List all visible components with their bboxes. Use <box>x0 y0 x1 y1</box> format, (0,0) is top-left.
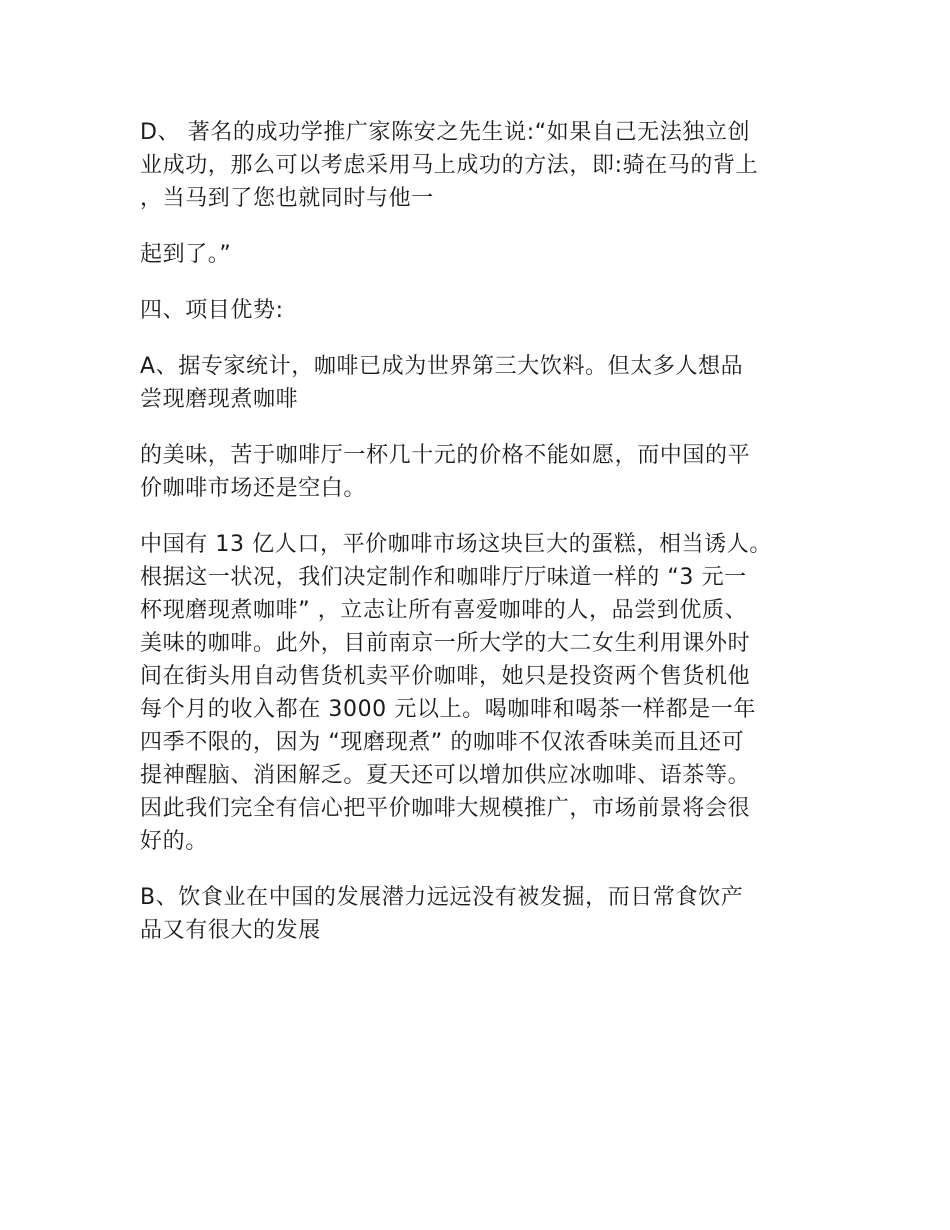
heading-text: 四、项目优势: <box>140 298 284 323</box>
paragraph-b <box>140 881 812 947</box>
text-line: A、据专家统计，咖啡已成为世界第三大饮料。但太多人想品 <box>140 354 744 379</box>
text-line: 间在街头用自动售货机卖平价咖啡，她只是投资两个售货机他 <box>140 664 751 689</box>
document-body <box>140 116 812 970</box>
text-line: 杯现磨现煮咖啡” ，立志让所有喜爱咖啡的人，品尝到优质、 <box>140 598 748 623</box>
text-line: 因此我们完全有信心把平价咖啡大规模推广，市场前景将会很 <box>140 796 751 821</box>
text-line: ，当马到了您也就同时与他一 <box>140 186 434 211</box>
text-line: 尝现磨现煮咖啡 <box>140 387 299 412</box>
text-line: 美味的咖啡。此外，目前南京一所大学的大二女生利用课外时 <box>140 631 751 656</box>
paragraph-d <box>140 116 812 215</box>
text-line: 价咖啡市场还是空白。 <box>140 476 367 501</box>
text-line: B、饮食业在中国的发展潜力远远没有被发掘，而日常食饮产 <box>140 885 744 910</box>
text-line: 的美味，苦于咖啡厅一杯几十元的价格不能如愿，而中国的平 <box>140 443 751 468</box>
text-line: 提神醒脑、消困解乏。夏天还可以增加供应冰咖啡、语茶等。 <box>140 763 751 788</box>
text-line: 好的。 <box>140 829 208 854</box>
text-line: 根据这一状况，我们决定制作和咖啡厅厅味道一样的 “3 元一 <box>140 565 747 590</box>
text-line: 起到了。” <box>140 242 232 267</box>
text-line: 中国有 13 亿人口，平价咖啡市场这块巨大的蛋糕，相当诱人。 <box>140 532 772 557</box>
text-line: 品又有很大的发展 <box>140 918 321 943</box>
paragraph-a-continued <box>140 439 812 505</box>
text-line: D、 著名的成功学推广家陈安之先生说:“如果自己无法独立创 <box>140 120 751 145</box>
section-heading-project-advantages <box>140 294 812 327</box>
paragraph-market <box>140 528 812 858</box>
text-line: 业成功，那么可以考虑采用马上成功的方法，即:骑在马的背上 <box>140 153 759 178</box>
paragraph-a <box>140 350 812 416</box>
paragraph-d-continued <box>140 238 812 271</box>
text-line: 四季不限的，因为 “现磨现煮” 的咖啡不仅浓香味美而且还可 <box>140 730 745 755</box>
text-line: 每个月的收入都在 3000 元以上。喝咖啡和喝茶一样都是一年 <box>140 697 756 722</box>
